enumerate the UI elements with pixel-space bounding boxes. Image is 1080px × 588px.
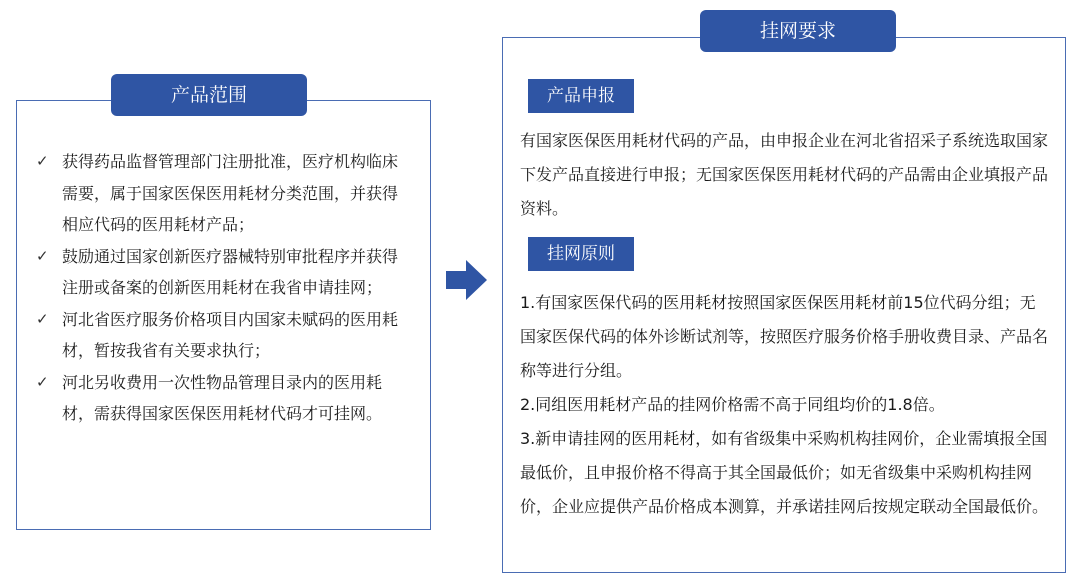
product-scope-item-text: 河北另收费用一次性物品管理目录内的医用耗材，需获得国家医保医用耗材代码才可挂网。 (62, 372, 383, 423)
product-scope-list (36, 146, 408, 430)
product-scope-item-text: 获得药品监督管理部门注册批准，医疗机构临床需要，属于国家医保医用耗材分类范围，并获得相应代码的医用耗材产品； (62, 152, 399, 234)
check-icon: ✓ (36, 246, 49, 265)
listing-principle-item: 1.有国家医保代码的医用耗材按照国家医保医用耗材前15位代码分组；无国家医保代码的体外诊断试剂等，按照医疗服务价格手册收费目录、产品名称等进行分组。 (520, 293, 1049, 380)
listing-principle-item: 2.同组医用耗材产品的挂网价格需不高于同组均价的1.8倍。 (520, 395, 945, 414)
check-icon: ✓ (36, 309, 49, 328)
listing-requirements-title: 挂网要求 (700, 10, 896, 52)
product-scope-item-text: 鼓励通过国家创新医疗器械特别审批程序并获得注册或备案的创新医用耗材在我省申请挂网； (62, 246, 399, 297)
listing-principles-label: 挂网原则 (528, 237, 634, 271)
product-scope-title: 产品范围 (111, 74, 307, 116)
product-scope-item (36, 304, 408, 367)
right-arrow-icon (446, 258, 488, 302)
product-scope-item (36, 146, 408, 241)
check-icon: ✓ (36, 152, 49, 170)
product-declaration-label: 产品申报 (528, 79, 634, 113)
listing-principle-item: 3.新申请挂网的医用耗材，如有省级集中采购机构挂网价，企业需填报全国最低价，且申报价格不得高于其全国最低价；如无省级集中采购机构挂网价，企业应提供产品价格成本测算，并承诺挂网后按规定联动全国最低价。 (520, 429, 1049, 516)
product-scope-item (36, 367, 408, 430)
product-scope-item-text: 河北省医疗服务价格项目内国家未赋码的医用耗材，暂按我省有关要求执行； (62, 309, 399, 360)
product-declaration-text: 有国家医保医用耗材代码的产品，由申报企业在河北省招采子系统选取国家下发产品直接进行申报；无国家医保医用耗材代码的产品需由企业填报产品资料。 (520, 131, 1049, 218)
product-scope-item (36, 241, 408, 304)
check-icon: ✓ (36, 372, 49, 391)
listing-principles-list (520, 286, 1050, 524)
